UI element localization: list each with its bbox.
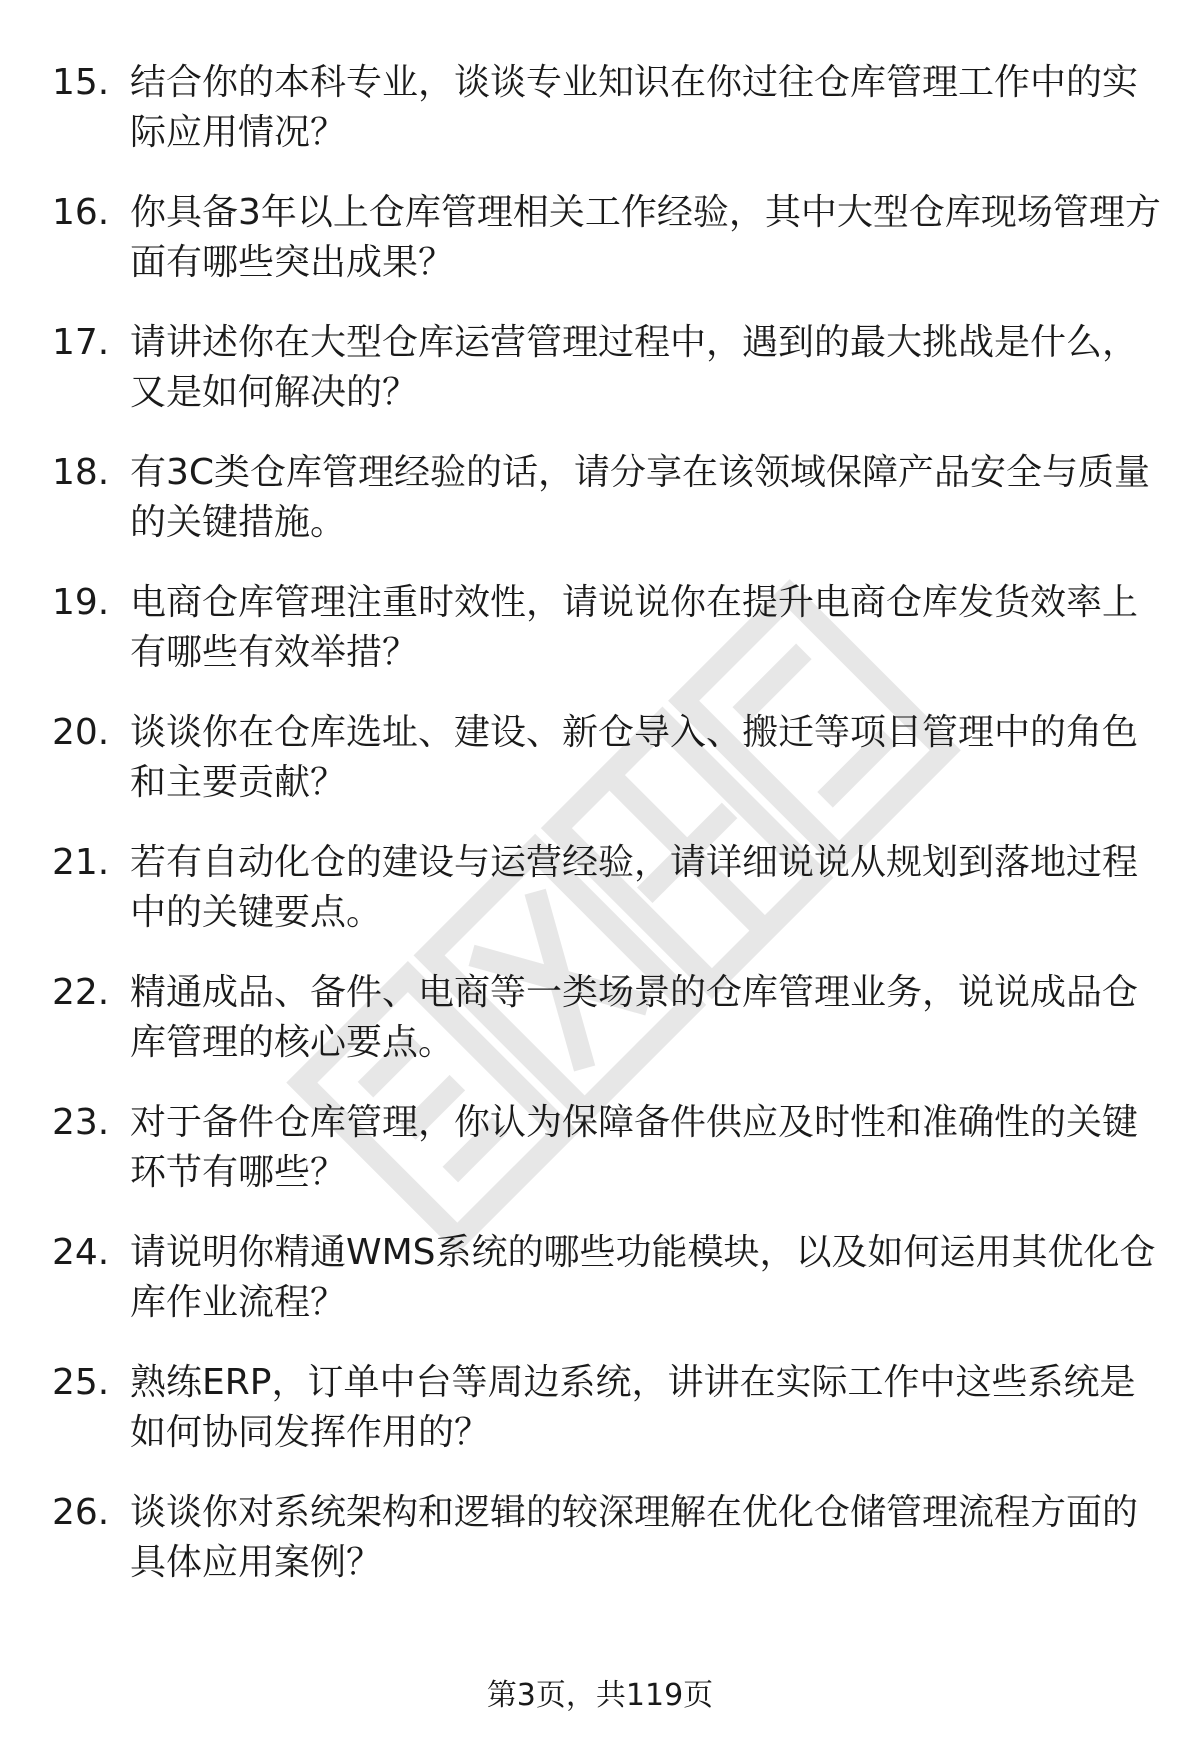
question-number: 26. <box>52 1492 110 1533</box>
question-number: 18. <box>52 452 110 493</box>
question-text: 精通成品、备件、电商等一类场景的仓库管理业务，说说成品仓库管理的核心要点。 <box>130 972 1139 1063</box>
question-text: 对于备件仓库管理，你认为保障备件供应及时性和准确性的关键环节有哪些？ <box>130 1102 1139 1193</box>
question-item <box>52 968 1162 1068</box>
question-number: 16. <box>52 192 110 233</box>
question-text: 熟练ERP，订单中台等周边系统，讲讲在实际工作中这些系统是如何协同发挥作用的？ <box>130 1362 1136 1453</box>
question-text: 结合你的本科专业，谈谈专业知识在你过往仓库管理工作中的实际应用情况？ <box>130 62 1139 153</box>
question-item <box>52 1228 1162 1328</box>
question-number: 21. <box>52 842 110 883</box>
question-item <box>52 578 1162 678</box>
question-item <box>52 1098 1162 1198</box>
question-item <box>52 448 1162 548</box>
question-number: 19. <box>52 582 110 623</box>
question-text: 若有自动化仓的建设与运营经验，请详细说说从规划到落地过程中的关键要点。 <box>130 842 1139 933</box>
question-text: 你具备3年以上仓库管理相关工作经验，其中大型仓库现场管理方面有哪些突出成果？ <box>130 192 1161 283</box>
question-item <box>52 188 1162 288</box>
question-item <box>52 1358 1162 1458</box>
question-item <box>52 58 1162 158</box>
question-number: 20. <box>52 712 110 753</box>
page-footer: 第3页，共119页 <box>486 1678 714 1713</box>
question-item <box>52 1488 1162 1588</box>
question-text: 请讲述你在大型仓库运营管理过程中，遇到的最大挑战是什么，又是如何解决的？ <box>130 322 1139 413</box>
question-number: 24. <box>52 1232 110 1273</box>
question-text: 请说明你精通WMS系统的哪些功能模块，以及如何运用其优化仓库作业流程？ <box>130 1232 1156 1323</box>
question-item <box>52 318 1162 418</box>
question-item <box>52 708 1162 808</box>
question-number: 15. <box>52 62 110 103</box>
question-number: 25. <box>52 1362 110 1403</box>
question-text: 有3C类仓库管理经验的话，请分享在该领域保障产品安全与质量的关键措施。 <box>130 452 1151 543</box>
question-item <box>52 838 1162 938</box>
question-text: 电商仓库管理注重时效性，请说说你在提升电商仓库发货效率上有哪些有效举措？ <box>130 582 1139 673</box>
question-text: 谈谈你在仓库选址、建设、新仓导入、搬迁等项目管理中的角色和主要贡献？ <box>130 712 1139 803</box>
question-number: 22. <box>52 972 110 1013</box>
question-text: 谈谈你对系统架构和逻辑的较深理解在优化仓储管理流程方面的具体应用案例？ <box>130 1492 1139 1583</box>
question-number: 17. <box>52 322 110 363</box>
question-number: 23. <box>52 1102 110 1143</box>
question-list <box>52 58 1162 1618</box>
